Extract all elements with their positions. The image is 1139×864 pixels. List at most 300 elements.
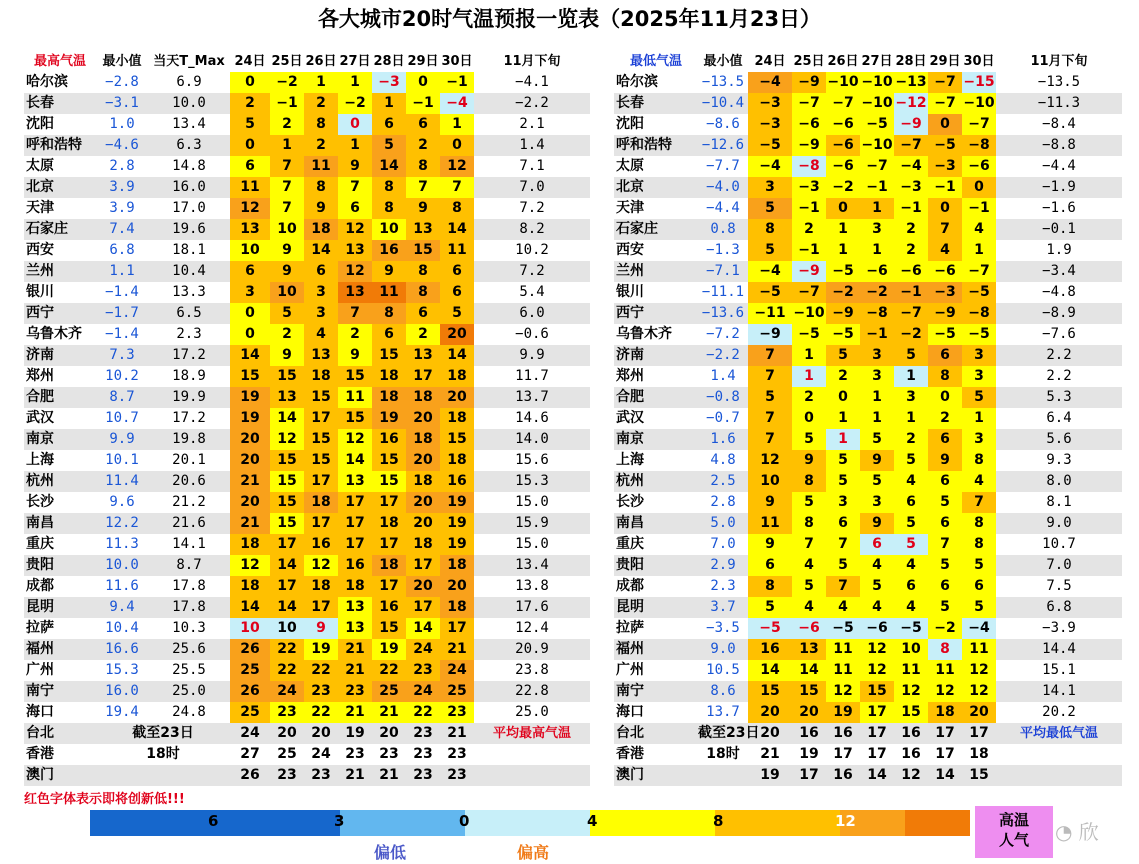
record-min-value: −0.8 [706,389,740,405]
forecast-cell: 8 [406,261,440,282]
forecast-cell: 18 [372,513,406,534]
forecast-cell: −7 [962,261,996,282]
forecast-cell: 2 [792,387,826,408]
forecast-cell: 0 [826,387,860,408]
forecast-cell: −8 [792,156,826,177]
decade-avg-value: 6.8 [1046,599,1072,615]
decade-avg-value: 15.3 [515,473,549,489]
forecast-cell: 21 [230,513,270,534]
forecast-cell: 4 [304,324,338,345]
decade-avg-value: 13.4 [515,557,549,573]
forecast-cell: 8 [962,513,996,534]
city-name: 哈尔滨 [616,74,658,90]
forecast-cell: 17 [440,618,474,639]
forecast-cell: 7 [748,429,792,450]
forecast-cell: 17 [338,492,372,513]
forecast-cell: 22 [372,660,406,681]
table-row [24,345,590,366]
forecast-cell: 7 [440,177,474,198]
forecast-cell: 18 [304,366,338,387]
table-row [614,450,1122,471]
forecast-cell: 24 [270,681,304,702]
average-label: 平均最低气温 [1019,726,1098,741]
forecast-cell: 4 [962,219,996,240]
forecast-cell: 20 [962,702,996,723]
forecast-cell: 20 [760,725,780,741]
table-row [614,114,1122,135]
forecast-cell: −5 [928,324,962,345]
table-row [24,72,590,93]
table-row [614,681,1122,702]
decade-avg-value: −8.8 [1042,137,1076,153]
forecast-cell: −3 [894,177,928,198]
decade-avg-value: 13.7 [515,389,549,405]
forecast-cell: 3 [860,366,894,387]
forecast-cell: 19 [440,534,474,555]
forecast-cell: 8 [962,450,996,471]
forecast-cell: −1 [270,93,304,114]
forecast-cell: 22 [304,660,338,681]
city-name: 重庆 [616,536,644,552]
forecast-cell: −5 [860,114,894,135]
forecast-cell: 18 [440,555,474,576]
forecast-cell: 17 [406,597,440,618]
city-name: 贵阳 [26,557,54,573]
forecast-cell: 17 [304,408,338,429]
table-row [614,513,1122,534]
forecast-cell: 7 [928,534,962,555]
decade-avg-value: 6.0 [519,305,545,321]
decade-avg-value: 15.6 [515,452,549,468]
forecast-cell: 17 [304,471,338,492]
decade-avg-value: 14.1 [1042,683,1076,699]
forecast-cell: 18 [406,534,440,555]
forecast-cell: −6 [826,135,860,156]
forecast-cell: −4 [748,72,792,93]
table-row [614,555,1122,576]
forecast-cell: 23 [413,767,433,783]
record-min-value: 8.6 [710,683,736,699]
city-name: 太原 [26,158,54,174]
forecast-cell: 19 [304,639,338,660]
city-name: 沈阳 [26,116,54,132]
city-name: 哈尔滨 [26,74,68,90]
forecast-cell: 2 [270,114,304,135]
forecast-cell: 17 [799,767,819,783]
table-row [614,72,1122,93]
forecast-cell: −7 [860,156,894,177]
decade-avg-value: 7.0 [1046,557,1072,573]
forecast-cell: 6 [440,261,474,282]
min-header-col-3: 25日 [793,54,825,69]
forecast-cell: 13 [792,639,826,660]
table-row [24,114,590,135]
forecast-cell: 8 [928,366,962,387]
city-name: 杭州 [616,473,644,489]
record-min-value: −1.7 [105,305,139,321]
forecast-cell: 5 [962,555,996,576]
forecast-cell: 9 [304,618,338,639]
forecast-cell: 20 [406,408,440,429]
forecast-cell: 23 [338,681,372,702]
legend-gold [715,810,840,836]
forecast-cell: 4 [962,471,996,492]
table-row [24,723,590,744]
forecast-cell: 18 [230,576,270,597]
record-min-value: −4.6 [105,137,139,153]
table-row [24,576,590,597]
forecast-cell: 18 [440,366,474,387]
forecast-cell: 7 [748,408,792,429]
forecast-cell: 17 [935,746,955,762]
forecast-cell: 19 [230,387,270,408]
forecast-cell: 2 [894,429,928,450]
forecast-cell: 25 [230,702,270,723]
data-note [96,765,230,786]
forecast-cell: 15 [270,450,304,471]
decade-avg-value: −8.9 [1042,305,1076,321]
forecast-cell: 25 [372,681,406,702]
forecast-cell: 3 [230,282,270,303]
forecast-cell: 9 [338,156,372,177]
forecast-cell: 4 [860,597,894,618]
decade-avg-value: 2.2 [1046,347,1072,363]
forecast-cell: −10 [860,93,894,114]
city-name: 天津 [26,200,54,216]
record-min-value: 4.8 [710,452,736,468]
decade-avg-value: 14.0 [515,431,549,447]
forecast-cell: 18 [969,746,989,762]
decade-avg-value: 1.9 [1046,242,1072,258]
city-name: 合肥 [26,389,54,405]
forecast-cell: 18 [406,471,440,492]
legend-hot-label-2: 人气 [998,831,1029,849]
record-min-value: 7.3 [109,347,135,363]
city-name: 南昌 [616,515,644,531]
forecast-cell: 21 [338,702,372,723]
forecast-cell: 20 [406,492,440,513]
forecast-cell: 25 [277,746,297,762]
table-row [24,492,590,513]
forecast-cell: 23 [345,746,365,762]
today-max-value: 21.2 [172,494,206,510]
forecast-cell: 2 [304,93,338,114]
legend-hot-box [975,806,1053,858]
city-name: 沈阳 [616,116,644,132]
forecast-cell: 7 [748,345,792,366]
forecast-cell: 9 [860,450,894,471]
forecast-cell: 20 [406,450,440,471]
decade-avg-value: 10.2 [515,242,549,258]
forecast-cell: 13 [406,219,440,240]
forecast-cell: 8 [304,114,338,135]
table-row [614,471,1122,492]
forecast-cell: −1 [860,324,894,345]
decade-avg-value: 8.0 [1046,473,1072,489]
record-min-value: 10.7 [105,410,139,426]
decade-avg-value: −1.9 [1042,179,1076,195]
forecast-cell: 20 [440,324,474,345]
forecast-cell: 1 [338,72,372,93]
city-name: 乌鲁木齐 [26,326,82,342]
forecast-cell: 19 [440,513,474,534]
max-header-col-3: 24日 [234,54,266,69]
forecast-cell: 0 [962,177,996,198]
decade-avg-value: −2.2 [515,95,549,111]
forecast-cell: −9 [894,114,928,135]
forecast-cell: −9 [792,135,826,156]
record-min-value: 1.6 [710,431,736,447]
forecast-cell: 23 [413,725,433,741]
table-row [24,639,590,660]
record-min-value: 7.4 [109,221,135,237]
forecast-cell: 0 [230,324,270,345]
city-name: 杭州 [26,473,54,489]
city-name: 西宁 [26,305,54,321]
forecast-cell: 24 [406,639,440,660]
forecast-cell: 11 [826,660,860,681]
table-row [614,219,1122,240]
forecast-cell: −3 [748,114,792,135]
forecast-cell: 9 [406,198,440,219]
table-row [614,429,1122,450]
decade-avg-value: −4.4 [1042,158,1076,174]
table-row [24,366,590,387]
forecast-cell: 13 [338,597,372,618]
forecast-cell: −9 [826,303,860,324]
legend-high-label: 偏高 [517,843,550,862]
city-name: 澳门 [26,767,54,783]
forecast-cell: 20 [311,725,331,741]
forecast-cell: 5 [792,429,826,450]
table-row [24,618,590,639]
legend-hot-label: 高温 [998,811,1029,829]
record-min-value: −4.0 [706,179,740,195]
forecast-cell: 16 [833,767,853,783]
table-row [614,324,1122,345]
forecast-cell: 0 [338,114,372,135]
forecast-cell: 14 [406,618,440,639]
city-name: 昆明 [616,599,644,615]
forecast-cell: 3 [894,387,928,408]
forecast-cell: 6 [230,156,270,177]
city-name: 石家庄 [616,221,658,237]
decade-avg-value: 2.1 [519,116,545,132]
forecast-cell: 9 [270,345,304,366]
legend-tick-6: 6 [208,812,219,830]
city-name: 银川 [26,284,54,300]
forecast-cell: 4 [860,555,894,576]
forecast-cell: −1 [792,198,826,219]
today-max-value: 2.3 [176,326,202,342]
forecast-cell: 17 [860,702,894,723]
record-min-value: 12.2 [105,515,139,531]
forecast-cell: −3 [372,72,406,93]
table-row [24,660,590,681]
forecast-cell: 2 [894,240,928,261]
city-name: 南昌 [26,515,54,531]
forecast-cell: 12 [860,660,894,681]
forecast-cell: 1 [372,93,406,114]
forecast-cell: 3 [860,219,894,240]
forecast-cell: −2 [826,282,860,303]
forecast-cell: 23 [447,746,467,762]
forecast-cell: 6 [962,576,996,597]
max-header-col-9: 30日 [441,54,473,69]
forecast-cell: −10 [962,93,996,114]
forecast-cell: 1 [826,429,860,450]
forecast-cell: 1 [826,408,860,429]
forecast-cell: 19 [760,767,780,783]
city-name: 合肥 [616,389,644,405]
forecast-cell: 19 [372,639,406,660]
city-name: 拉萨 [616,620,644,636]
forecast-cell: 21 [372,702,406,723]
forecast-cell: 2 [406,135,440,156]
record-min-value: −7.2 [706,326,740,342]
table-row [614,765,1122,786]
table-row [24,135,590,156]
forecast-cell: 1 [826,240,860,261]
forecast-cell: 18 [338,576,372,597]
forecast-cell: 7 [928,219,962,240]
data-note: 18时 [706,746,740,762]
table-row [24,177,590,198]
forecast-cell: 12 [962,660,996,681]
forecast-cell: 0 [440,135,474,156]
forecast-cell: 15 [372,450,406,471]
record-min-value: −7.7 [706,158,740,174]
forecast-cell: 20 [406,513,440,534]
forecast-cell: 7 [748,366,792,387]
forecast-cell: −5 [894,618,928,639]
forecast-cell: 17 [304,597,338,618]
forecast-cell: 7 [826,576,860,597]
forecast-cell: 1 [962,408,996,429]
data-note: 截至23日 [698,725,760,741]
forecast-cell: 18 [372,555,406,576]
forecast-cell: −5 [826,261,860,282]
forecast-cell: 4 [826,597,860,618]
forecast-cell: −7 [962,114,996,135]
forecast-cell: −12 [894,93,928,114]
table-row [614,387,1122,408]
decade-avg-value: −0.1 [1042,221,1076,237]
forecast-cell: 23 [379,746,399,762]
forecast-cell: 2 [338,324,372,345]
forecast-cell: 1 [894,366,928,387]
table-row [24,303,590,324]
forecast-cell: 6 [230,261,270,282]
city-name: 成都 [616,578,644,594]
record-min-value: 16.0 [105,683,139,699]
forecast-cell: 16 [304,534,338,555]
forecast-cell: 3 [826,492,860,513]
decade-avg-value: −3.9 [1042,620,1076,636]
city-name: 郑州 [616,368,644,384]
forecast-cell: 2 [894,219,928,240]
table-row [24,219,590,240]
city-name: 台北 [616,725,644,741]
forecast-cell: 20 [277,725,297,741]
forecast-cell: 23 [311,767,331,783]
city-name: 南宁 [26,683,54,699]
table-row [24,387,590,408]
forecast-cell: 6 [304,261,338,282]
forecast-cell: −13 [894,72,928,93]
record-min-value: −11.1 [701,284,745,300]
city-name: 上海 [616,452,644,468]
forecast-cell: 6 [338,198,372,219]
forecast-cell: 5 [826,345,860,366]
table-row [24,282,590,303]
record-min-value: 15.3 [105,662,139,678]
forecast-cell: 18 [440,450,474,471]
forecast-cell: 8 [792,513,826,534]
forecast-cell: 2 [826,366,860,387]
forecast-cell: 4 [792,555,826,576]
forecast-cell: 10 [270,618,304,639]
table-row [24,93,590,114]
forecast-cell: −5 [962,324,996,345]
record-min-value: −1.3 [706,242,740,258]
forecast-cell: 12 [230,555,270,576]
forecast-cell: 18 [406,429,440,450]
forecast-cell: 17 [867,746,887,762]
forecast-cell: 14 [440,345,474,366]
forecast-cell: 21 [760,746,780,762]
forecast-cell: −11 [748,303,792,324]
forecast-cell: −7 [826,93,860,114]
forecast-cell: 22 [270,660,304,681]
forecast-cell: 14 [270,408,304,429]
forecast-cell: 17 [406,366,440,387]
today-max-value: 8.7 [176,557,202,573]
forecast-cell: 12 [901,767,921,783]
forecast-cell: 20 [440,387,474,408]
forecast-cell: 14 [440,219,474,240]
max-header-col-6: 27日 [339,54,371,69]
table-row [614,303,1122,324]
table-row [24,240,590,261]
forecast-cell: −5 [826,324,860,345]
forecast-cell: 11 [338,387,372,408]
decade-avg-value: 23.8 [515,662,549,678]
forecast-cell: 15 [304,387,338,408]
forecast-cell: 15 [270,366,304,387]
forecast-cell: 18 [372,366,406,387]
table-row [614,702,1122,723]
record-min-value: −3.1 [105,95,139,111]
forecast-cell: 22 [406,702,440,723]
forecast-cell: 2 [928,408,962,429]
forecast-cell: 23 [277,767,297,783]
decade-avg-value: 25.0 [515,704,549,720]
record-min-value: −2.8 [105,74,139,90]
legend-tick-8: 8 [713,812,724,830]
forecast-cell: 20 [406,576,440,597]
record-min-value: 0.8 [710,221,736,237]
forecast-cell: 5 [826,450,860,471]
forecast-cell: −6 [792,618,826,639]
table-row [614,177,1122,198]
forecast-cell: 12 [338,261,372,282]
forecast-cell: 2 [230,93,270,114]
forecast-cell: 14 [338,450,372,471]
forecast-cell: −4 [748,156,792,177]
city-name: 长春 [616,95,644,111]
forecast-cell: 5 [894,345,928,366]
